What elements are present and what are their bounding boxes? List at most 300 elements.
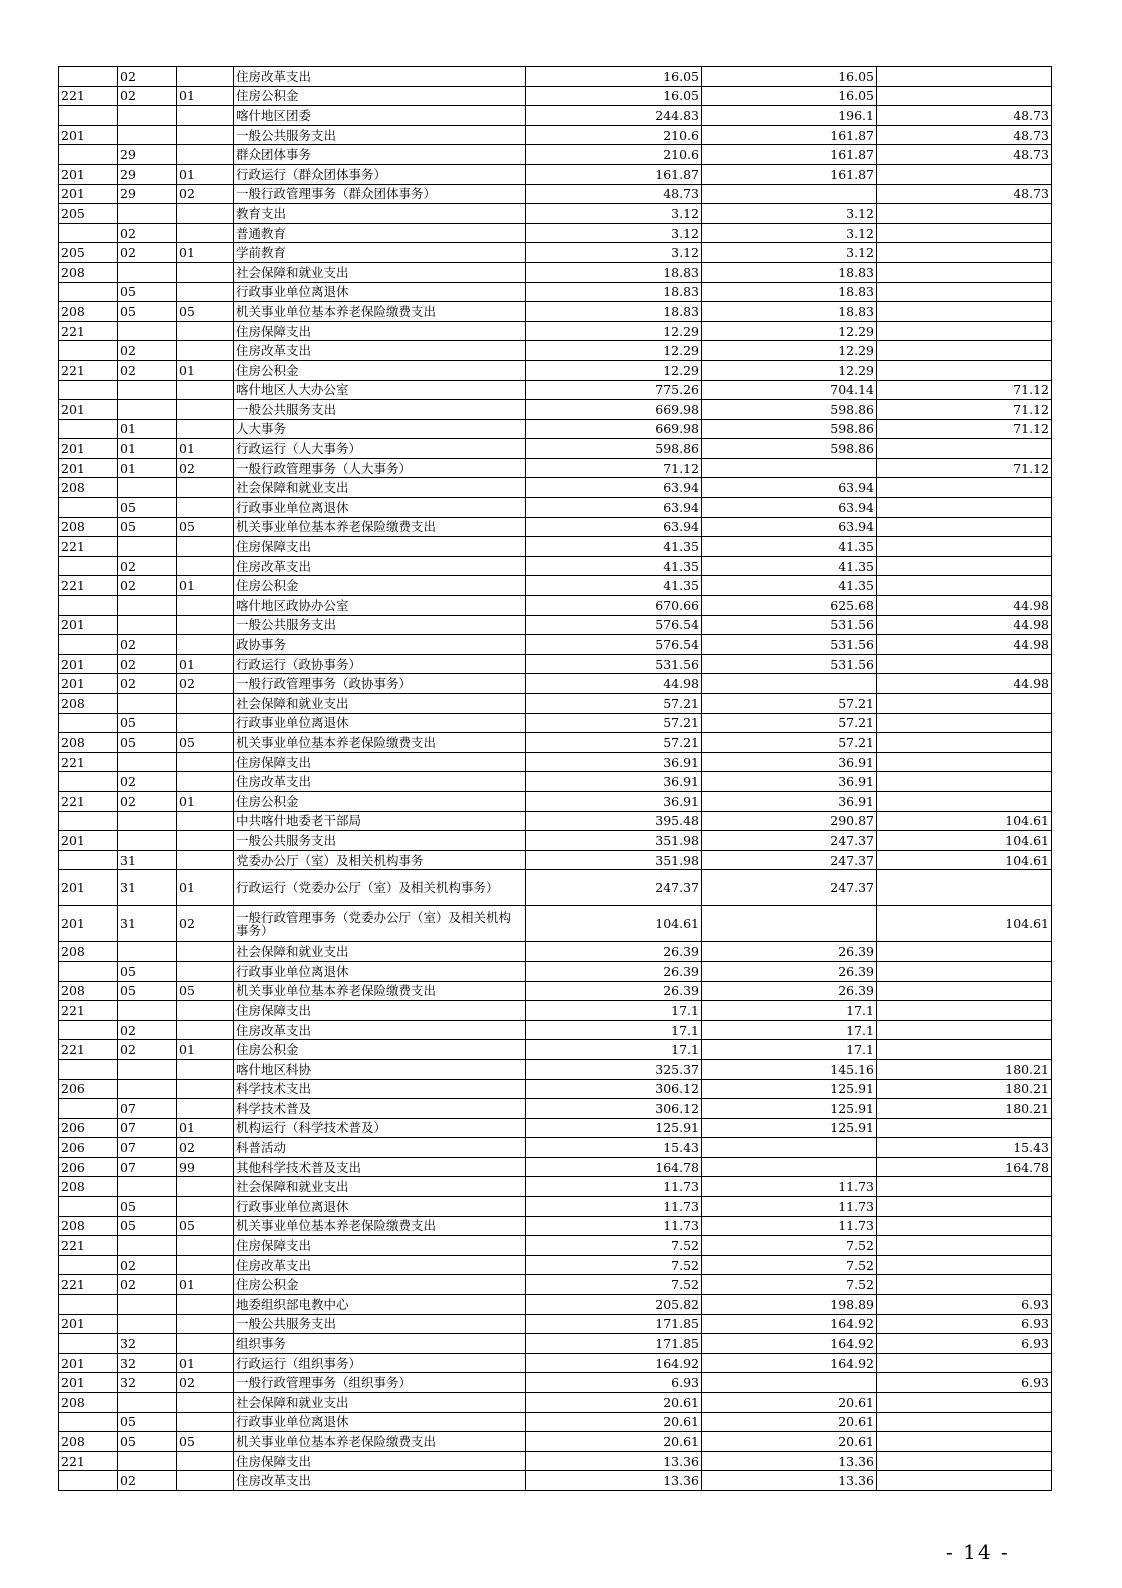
class-code-cell (59, 341, 118, 361)
basic-expenditure-cell: 164.92 (702, 1353, 877, 1373)
table-row (59, 1177, 1052, 1197)
table-row (59, 870, 1052, 906)
table-row (59, 1236, 1052, 1256)
class-code-cell: 208 (59, 694, 118, 714)
total-amount-cell: 63.94 (526, 517, 702, 537)
section-code-cell: 02 (118, 556, 177, 576)
project-expenditure-cell: 48.73 (877, 106, 1052, 126)
project-expenditure-cell (877, 981, 1052, 1001)
basic-expenditure-cell: 18.83 (702, 262, 877, 282)
total-amount-cell: 18.83 (526, 282, 702, 302)
item-code-cell (177, 262, 234, 282)
section-code-cell: 02 (118, 243, 177, 263)
item-code-cell: 01 (177, 1275, 234, 1295)
table-row (59, 537, 1052, 557)
table-row (59, 341, 1052, 361)
section-code-cell (118, 942, 177, 962)
subject-name-cell: 一般行政管理事务（群众团体事务） (234, 184, 526, 204)
project-expenditure-cell (877, 1020, 1052, 1040)
table-row (59, 517, 1052, 537)
total-amount-cell: 26.39 (526, 981, 702, 1001)
section-code-cell: 05 (118, 1197, 177, 1217)
item-code-cell (177, 145, 234, 165)
section-code-cell: 02 (118, 223, 177, 243)
project-expenditure-cell: 71.12 (877, 400, 1052, 420)
class-code-cell: 201 (59, 615, 118, 635)
table-row (59, 1412, 1052, 1432)
class-code-cell: 221 (59, 1001, 118, 1021)
section-code-cell: 02 (118, 1275, 177, 1295)
project-expenditure-cell (877, 654, 1052, 674)
project-expenditure-cell (877, 321, 1052, 341)
subject-name-cell: 一般公共服务支出 (234, 615, 526, 635)
table-row (59, 439, 1052, 459)
class-code-cell: 208 (59, 1216, 118, 1236)
class-code-cell (59, 961, 118, 981)
subject-name-cell: 教育支出 (234, 204, 526, 224)
total-amount-cell: 164.92 (526, 1353, 702, 1373)
project-expenditure-cell (877, 262, 1052, 282)
item-code-cell (177, 694, 234, 714)
section-code-cell (118, 204, 177, 224)
subject-name-cell: 住房保障支出 (234, 537, 526, 557)
section-code-cell: 32 (118, 1334, 177, 1354)
section-code-cell: 02 (118, 791, 177, 811)
subject-name-cell: 人大事务 (234, 419, 526, 439)
item-code-cell (177, 223, 234, 243)
subject-name-cell: 社会保障和就业支出 (234, 262, 526, 282)
class-code-cell (59, 1334, 118, 1354)
project-expenditure-cell: 48.73 (877, 184, 1052, 204)
basic-expenditure-cell: 164.92 (702, 1334, 877, 1354)
basic-expenditure-cell: 164.92 (702, 1314, 877, 1334)
class-code-cell (59, 772, 118, 792)
table-row (59, 1059, 1052, 1079)
table-row (59, 125, 1052, 145)
section-code-cell: 05 (118, 282, 177, 302)
project-expenditure-cell (877, 1001, 1052, 1021)
table-row (59, 1393, 1052, 1413)
subject-name-cell: 普通教育 (234, 223, 526, 243)
basic-expenditure-cell: 125.91 (702, 1079, 877, 1099)
total-amount-cell: 210.6 (526, 125, 702, 145)
table-row (59, 576, 1052, 596)
project-expenditure-cell: 6.93 (877, 1295, 1052, 1315)
subject-name-cell: 学前教育 (234, 243, 526, 263)
total-amount-cell: 669.98 (526, 419, 702, 439)
project-expenditure-cell (877, 302, 1052, 322)
subject-name-cell: 住房改革支出 (234, 772, 526, 792)
subject-name-cell: 机关事业单位基本养老保险缴费支出 (234, 517, 526, 537)
item-code-cell (177, 537, 234, 557)
class-code-cell: 201 (59, 831, 118, 851)
item-code-cell (177, 831, 234, 851)
total-amount-cell: 16.05 (526, 86, 702, 106)
class-code-cell: 201 (59, 164, 118, 184)
class-code-cell (59, 380, 118, 400)
subject-name-cell: 机关事业单位基本养老保险缴费支出 (234, 1432, 526, 1452)
section-code-cell (118, 321, 177, 341)
project-expenditure-cell (877, 1118, 1052, 1138)
class-code-cell (59, 1412, 118, 1432)
class-code-cell: 201 (59, 400, 118, 420)
basic-expenditure-cell (702, 1373, 877, 1393)
class-code-cell: 208 (59, 478, 118, 498)
class-code-cell (59, 811, 118, 831)
section-code-cell: 07 (118, 1157, 177, 1177)
class-code-cell: 221 (59, 86, 118, 106)
class-code-cell: 201 (59, 439, 118, 459)
subject-name-cell: 行政事业单位离退休 (234, 961, 526, 981)
basic-expenditure-cell: 63.94 (702, 478, 877, 498)
project-expenditure-cell (877, 1451, 1052, 1471)
class-code-cell (59, 1295, 118, 1315)
project-expenditure-cell: 180.21 (877, 1079, 1052, 1099)
class-code-cell (59, 1020, 118, 1040)
project-expenditure-cell: 6.93 (877, 1373, 1052, 1393)
item-code-cell (177, 400, 234, 420)
basic-expenditure-cell: 7.52 (702, 1255, 877, 1275)
table-row (59, 1001, 1052, 1021)
total-amount-cell: 161.87 (526, 164, 702, 184)
total-amount-cell: 41.35 (526, 537, 702, 557)
section-code-cell: 29 (118, 145, 177, 165)
section-code-cell: 05 (118, 961, 177, 981)
subject-name-cell: 住房公积金 (234, 1040, 526, 1060)
project-expenditure-cell (877, 1216, 1052, 1236)
section-code-cell (118, 1236, 177, 1256)
table-row (59, 243, 1052, 263)
basic-expenditure-cell: 26.39 (702, 981, 877, 1001)
item-code-cell: 02 (177, 674, 234, 694)
item-code-cell (177, 1020, 234, 1040)
item-code-cell: 01 (177, 86, 234, 106)
section-code-cell: 02 (118, 654, 177, 674)
subject-name-cell: 一般公共服务支出 (234, 400, 526, 420)
basic-expenditure-cell: 161.87 (702, 125, 877, 145)
item-code-cell: 01 (177, 1118, 234, 1138)
total-amount-cell: 531.56 (526, 654, 702, 674)
section-code-cell: 07 (118, 1118, 177, 1138)
project-expenditure-cell (877, 67, 1052, 87)
total-amount-cell: 20.61 (526, 1432, 702, 1452)
subject-name-cell: 组织事务 (234, 1334, 526, 1354)
table-row (59, 498, 1052, 518)
class-code-cell (59, 635, 118, 655)
subject-name-cell: 社会保障和就业支出 (234, 1393, 526, 1413)
project-expenditure-cell (877, 772, 1052, 792)
section-code-cell (118, 1059, 177, 1079)
table-row (59, 772, 1052, 792)
basic-expenditure-cell: 11.73 (702, 1197, 877, 1217)
basic-expenditure-cell: 12.29 (702, 321, 877, 341)
table-row (59, 145, 1052, 165)
basic-expenditure-cell: 20.61 (702, 1412, 877, 1432)
total-amount-cell: 63.94 (526, 478, 702, 498)
project-expenditure-cell (877, 1412, 1052, 1432)
subject-name-cell: 科学技术普及 (234, 1099, 526, 1119)
class-code-cell (59, 556, 118, 576)
item-code-cell (177, 942, 234, 962)
section-code-cell: 32 (118, 1353, 177, 1373)
project-expenditure-cell (877, 537, 1052, 557)
total-amount-cell: 164.78 (526, 1157, 702, 1177)
total-amount-cell: 18.83 (526, 262, 702, 282)
table-row (59, 654, 1052, 674)
total-amount-cell: 44.98 (526, 674, 702, 694)
project-expenditure-cell (877, 360, 1052, 380)
class-code-cell: 206 (59, 1079, 118, 1099)
section-code-cell: 31 (118, 906, 177, 942)
class-code-cell: 206 (59, 1157, 118, 1177)
table-row (59, 262, 1052, 282)
table-row (59, 713, 1052, 733)
basic-expenditure-cell: 598.86 (702, 419, 877, 439)
basic-expenditure-cell: 41.35 (702, 576, 877, 596)
table-row (59, 478, 1052, 498)
class-code-cell (59, 1255, 118, 1275)
section-code-cell (118, 400, 177, 420)
budget-table (58, 66, 1052, 1491)
table-row (59, 204, 1052, 224)
basic-expenditure-cell: 3.12 (702, 204, 877, 224)
project-expenditure-cell: 71.12 (877, 419, 1052, 439)
project-expenditure-cell (877, 439, 1052, 459)
section-code-cell (118, 1393, 177, 1413)
item-code-cell (177, 811, 234, 831)
table-row (59, 1334, 1052, 1354)
subject-name-cell: 住房改革支出 (234, 1020, 526, 1040)
item-code-cell (177, 1393, 234, 1413)
item-code-cell: 01 (177, 243, 234, 263)
project-expenditure-cell (877, 942, 1052, 962)
total-amount-cell: 11.73 (526, 1197, 702, 1217)
basic-expenditure-cell: 125.91 (702, 1099, 877, 1119)
project-expenditure-cell: 71.12 (877, 380, 1052, 400)
item-code-cell: 01 (177, 576, 234, 596)
subject-name-cell: 住房公积金 (234, 1275, 526, 1295)
subject-name-cell: 行政运行（党委办公厅（室）及相关机构事务） (234, 870, 526, 906)
item-code-cell (177, 556, 234, 576)
project-expenditure-cell (877, 223, 1052, 243)
subject-name-cell: 住房保障支出 (234, 752, 526, 772)
item-code-cell (177, 850, 234, 870)
class-code-cell: 201 (59, 1314, 118, 1334)
total-amount-cell: 210.6 (526, 145, 702, 165)
basic-expenditure-cell: 17.1 (702, 1040, 877, 1060)
table-row (59, 400, 1052, 420)
subject-name-cell: 住房保障支出 (234, 321, 526, 341)
subject-name-cell: 住房保障支出 (234, 1236, 526, 1256)
total-amount-cell: 57.21 (526, 733, 702, 753)
class-code-cell: 208 (59, 262, 118, 282)
total-amount-cell: 36.91 (526, 772, 702, 792)
section-code-cell: 05 (118, 733, 177, 753)
project-expenditure-cell (877, 1177, 1052, 1197)
project-expenditure-cell (877, 694, 1052, 714)
basic-expenditure-cell: 13.36 (702, 1471, 877, 1491)
item-code-cell (177, 1197, 234, 1217)
class-code-cell: 201 (59, 674, 118, 694)
total-amount-cell: 306.12 (526, 1099, 702, 1119)
basic-expenditure-cell: 7.52 (702, 1275, 877, 1295)
item-code-cell (177, 1334, 234, 1354)
subject-name-cell: 住房公积金 (234, 576, 526, 596)
section-code-cell: 02 (118, 1040, 177, 1060)
table-row (59, 752, 1052, 772)
item-code-cell (177, 321, 234, 341)
item-code-cell (177, 125, 234, 145)
subject-name-cell: 科学技术支出 (234, 1079, 526, 1099)
subject-name-cell: 社会保障和就业支出 (234, 694, 526, 714)
total-amount-cell: 205.82 (526, 1295, 702, 1315)
section-code-cell: 05 (118, 302, 177, 322)
page-number: - 14 - (946, 1540, 1010, 1564)
table-row (59, 1432, 1052, 1452)
subject-name-cell: 喀什地区科协 (234, 1059, 526, 1079)
subject-name-cell: 行政事业单位离退休 (234, 498, 526, 518)
table-row (59, 419, 1052, 439)
project-expenditure-cell: 6.93 (877, 1334, 1052, 1354)
item-code-cell: 01 (177, 654, 234, 674)
class-code-cell: 221 (59, 360, 118, 380)
basic-expenditure-cell: 17.1 (702, 1001, 877, 1021)
class-code-cell: 208 (59, 942, 118, 962)
table-row (59, 733, 1052, 753)
total-amount-cell: 670.66 (526, 596, 702, 616)
basic-expenditure-cell: 26.39 (702, 961, 877, 981)
project-expenditure-cell: 104.61 (877, 850, 1052, 870)
total-amount-cell: 16.05 (526, 67, 702, 87)
class-code-cell (59, 498, 118, 518)
item-code-cell (177, 635, 234, 655)
subject-name-cell: 一般行政管理事务（政协事务） (234, 674, 526, 694)
item-code-cell (177, 596, 234, 616)
project-expenditure-cell (877, 1353, 1052, 1373)
basic-expenditure-cell (702, 1138, 877, 1158)
section-code-cell (118, 1451, 177, 1471)
class-code-cell: 201 (59, 184, 118, 204)
table-row (59, 184, 1052, 204)
total-amount-cell: 244.83 (526, 106, 702, 126)
table-row (59, 850, 1052, 870)
item-code-cell: 02 (177, 184, 234, 204)
class-code-cell: 221 (59, 1236, 118, 1256)
item-code-cell (177, 1079, 234, 1099)
total-amount-cell: 17.1 (526, 1001, 702, 1021)
class-code-cell (59, 419, 118, 439)
class-code-cell (59, 713, 118, 733)
project-expenditure-cell (877, 1432, 1052, 1452)
subject-name-cell: 行政事业单位离退休 (234, 1197, 526, 1217)
item-code-cell: 01 (177, 439, 234, 459)
table-row (59, 942, 1052, 962)
basic-expenditure-cell: 161.87 (702, 164, 877, 184)
section-code-cell: 05 (118, 498, 177, 518)
subject-name-cell: 行政事业单位离退休 (234, 713, 526, 733)
item-code-cell: 05 (177, 1432, 234, 1452)
project-expenditure-cell: 180.21 (877, 1059, 1052, 1079)
project-expenditure-cell (877, 752, 1052, 772)
table-body (59, 67, 1052, 1491)
total-amount-cell: 125.91 (526, 1118, 702, 1138)
item-code-cell (177, 1001, 234, 1021)
class-code-cell: 206 (59, 1138, 118, 1158)
section-code-cell: 02 (118, 86, 177, 106)
table-row (59, 321, 1052, 341)
table-row (59, 458, 1052, 478)
basic-expenditure-cell: 12.29 (702, 360, 877, 380)
subject-name-cell: 中共喀什地委老干部局 (234, 811, 526, 831)
section-code-cell (118, 811, 177, 831)
class-code-cell: 221 (59, 321, 118, 341)
table-row (59, 302, 1052, 322)
class-code-cell: 201 (59, 1353, 118, 1373)
subject-name-cell: 住房保障支出 (234, 1001, 526, 1021)
total-amount-cell: 20.61 (526, 1412, 702, 1432)
section-code-cell (118, 752, 177, 772)
subject-name-cell: 科普活动 (234, 1138, 526, 1158)
total-amount-cell: 6.93 (526, 1373, 702, 1393)
section-code-cell (118, 1314, 177, 1334)
section-code-cell (118, 831, 177, 851)
item-code-cell (177, 1236, 234, 1256)
project-expenditure-cell: 71.12 (877, 458, 1052, 478)
total-amount-cell: 26.39 (526, 942, 702, 962)
subject-name-cell: 党委办公厅（室）及相关机构事务 (234, 850, 526, 870)
project-expenditure-cell: 164.78 (877, 1157, 1052, 1177)
table-row (59, 223, 1052, 243)
basic-expenditure-cell (702, 674, 877, 694)
item-code-cell: 02 (177, 1373, 234, 1393)
project-expenditure-cell: 180.21 (877, 1099, 1052, 1119)
section-code-cell (118, 1001, 177, 1021)
table-row (59, 906, 1052, 942)
class-code-cell: 208 (59, 733, 118, 753)
class-code-cell: 208 (59, 981, 118, 1001)
table-row (59, 1353, 1052, 1373)
item-code-cell: 02 (177, 906, 234, 942)
total-amount-cell: 41.35 (526, 576, 702, 596)
total-amount-cell: 351.98 (526, 831, 702, 851)
project-expenditure-cell (877, 576, 1052, 596)
total-amount-cell: 48.73 (526, 184, 702, 204)
table-row (59, 1040, 1052, 1060)
basic-expenditure-cell: 18.83 (702, 302, 877, 322)
section-code-cell: 02 (118, 1255, 177, 1275)
subject-name-cell: 一般公共服务支出 (234, 1314, 526, 1334)
section-code-cell (118, 478, 177, 498)
total-amount-cell: 7.52 (526, 1255, 702, 1275)
total-amount-cell: 57.21 (526, 694, 702, 714)
section-code-cell: 05 (118, 1216, 177, 1236)
class-code-cell: 205 (59, 243, 118, 263)
class-code-cell: 201 (59, 654, 118, 674)
class-code-cell: 205 (59, 204, 118, 224)
item-code-cell: 05 (177, 302, 234, 322)
class-code-cell (59, 1059, 118, 1079)
section-code-cell: 02 (118, 635, 177, 655)
class-code-cell: 221 (59, 576, 118, 596)
project-expenditure-cell: 48.73 (877, 145, 1052, 165)
project-expenditure-cell: 44.98 (877, 596, 1052, 616)
item-code-cell: 02 (177, 458, 234, 478)
subject-name-cell: 社会保障和就业支出 (234, 942, 526, 962)
total-amount-cell: 71.12 (526, 458, 702, 478)
total-amount-cell: 351.98 (526, 850, 702, 870)
project-expenditure-cell (877, 1275, 1052, 1295)
subject-name-cell: 机关事业单位基本养老保险缴费支出 (234, 1216, 526, 1236)
